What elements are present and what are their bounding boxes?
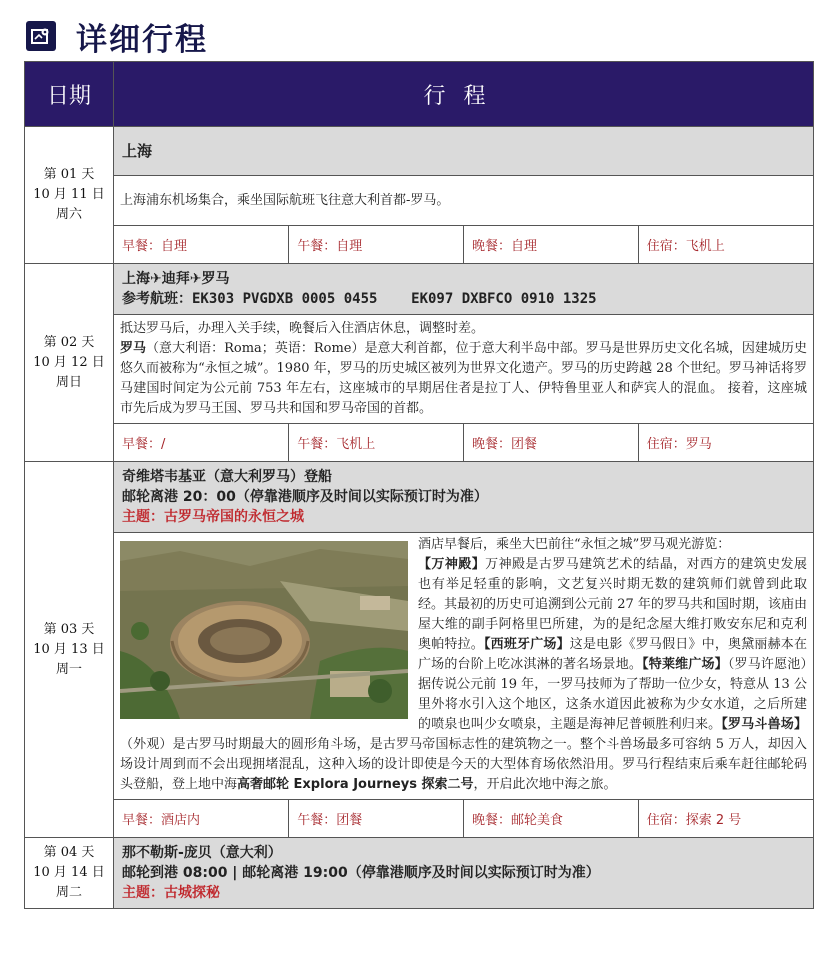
day-row: [25, 127, 814, 264]
lodging: 住宿：探索 2 号: [638, 800, 813, 837]
lunch: 午餐：团餐: [289, 800, 464, 837]
day-title: 上海: [114, 127, 813, 176]
description-line: 抵达罗马后，办理入关手续，晚餐后入住酒店休息，调整时差。: [120, 321, 485, 336]
lodging: 住宿：飞机上: [638, 226, 813, 263]
description-text: ，开启此次地中海之旅。: [473, 777, 617, 792]
day-date: 10 月 13 日: [33, 641, 105, 657]
day-title-block: [114, 838, 813, 908]
table-header-row: [25, 62, 814, 127]
day-number: 第 04 天: [43, 845, 95, 860]
day-title: 上海✈迪拜✈罗马: [122, 271, 230, 287]
day-content: [114, 838, 814, 909]
day-content: [114, 264, 814, 462]
day-row: [25, 838, 814, 909]
meals-row: [114, 424, 813, 461]
day-subtitle: 邮轮到港 08:00 | 邮轮离港 19:00（停靠港顺序及时间以实际预订时为准）: [122, 865, 600, 881]
header-itinerary: 行程: [114, 62, 814, 127]
highlight-term: 罗马: [120, 341, 147, 356]
day-number: 第 02 天: [43, 334, 95, 350]
day-weekday: 周一: [55, 661, 82, 677]
day-weekday: 周六: [55, 207, 82, 222]
description-text: 这是电影《罗马假日》中，奥黛丽赫本在广场的台阶上吃冰淇淋的著名场景地。: [418, 637, 807, 672]
header-date: 日期: [25, 62, 114, 127]
description-text: （意大利语：Roma；英语：Rome）是意大利首都，位于意大利半岛中部。罗马是世界历史文化名城，因建城历史悠久而被称为“永恒之城”。1980 年，罗马的历史城区被列为世界文化遗产。罗马的历史跨越 28 个世纪。罗马神话将罗马建国时间定为公元前 753 年左右，这座城市的早期居住者是拉丁人、伊特鲁里亚人和萨宾人的混血。 接着，这座城市先后成为罗马王国、罗马共和国和罗马帝国的首都。: [120, 341, 807, 416]
meals-row: [114, 800, 813, 837]
dinner: 晚餐：邮轮美食: [464, 800, 639, 837]
attraction-spanish-steps: 【西班牙广场】: [483, 637, 570, 652]
day-weekday: 周二: [55, 885, 82, 900]
day-title: 那不勒斯-庞贝（意大利）: [122, 845, 282, 861]
lunch: 午餐：自理: [289, 226, 464, 263]
day-content: [114, 127, 814, 264]
day-date: 10 月 11 日: [33, 187, 105, 202]
lodging: 住宿：罗马: [638, 424, 813, 461]
itinerary-table: [24, 61, 814, 909]
day-description: 上海浦东机场集合，乘坐国际航班飞往意大利首都-罗马。: [114, 176, 813, 226]
day-subtitle: 邮轮离港 20：00（停靠港顺序及时间以实际预订时为准）: [122, 489, 488, 505]
description-text: 万神殿是古罗马建筑艺术的结晶，对西方的建筑史发展也有举足轻重的影响，文艺复兴时期无数的建筑师们就曾到此取经。其最初的历史可追溯到公元前 27 年的罗马共和国时期，该庙由屋大维的副手阿格里巴所建，为的是纪念屋大维打败安东尼和克利奥帕特拉。: [418, 557, 807, 652]
day-theme: 主题：古罗马帝国的永恒之城: [122, 509, 304, 525]
flight-info: 参考航班：EK303 PVGDXB 0005 0455 EK097 DXBFCO 0910 1325: [122, 291, 597, 307]
lunch: 午餐：飞机上: [289, 424, 464, 461]
map-icon: [26, 21, 56, 51]
day-description: [114, 315, 813, 424]
day-date: 10 月 14 日: [33, 865, 105, 880]
breakfast: 早餐：/: [122, 437, 166, 452]
day-date-cell: [25, 264, 114, 462]
cruise-ship-name: 高奢邮轮 Explora Journeys 探索二号: [237, 777, 474, 792]
description-text: （外观）是古罗马时期最大的圆形角斗场，是古罗马帝国标志性的建筑物之一。整个斗兽场最多可容纳 5 万人，却因入场设计周到而不会出现拥堵混乱，这种入场的设计即使是今天的大型体育场依然沿用。罗马行程结束后乘车赶往邮轮码头登船，登上地中海: [120, 737, 807, 792]
day-theme: 主题：古城探秘: [122, 885, 220, 901]
colosseum-photo: [120, 541, 408, 719]
day-title: 奇维塔韦基亚（意大利罗马）登船: [122, 469, 332, 485]
breakfast: 早餐：自理: [122, 239, 188, 254]
page-header: [26, 14, 208, 58]
attraction-trevi: 【特莱维广场】: [642, 657, 728, 672]
day-title-block: [114, 462, 813, 533]
day-row: [25, 462, 814, 838]
description-paragraph: [120, 339, 807, 419]
breakfast: 早餐：酒店内: [122, 813, 201, 828]
day-date: 10 月 12 日: [33, 354, 105, 370]
description-text: 酒店早餐后，乘坐大巴前往“永恒之城”罗马观光游览：: [418, 537, 731, 552]
day-title-block: [114, 264, 813, 315]
day-number: 第 01 天: [43, 167, 95, 182]
day-date-cell: [25, 127, 114, 264]
description-text: （罗马许愿池）据传说公元前 19 年，一罗马技师为了帮助一位少女，特意从 13 公里外将水引入这个地区，这条水道因此被称为少女水道，之后所建的喷泉也叫少女喷泉，主题是海神尼普顿胜利归来。: [418, 657, 807, 732]
meals-row: [114, 226, 813, 263]
page-title: 详细行程: [76, 21, 208, 58]
day-date-cell: [25, 462, 114, 838]
attraction-colosseum: 【罗马斗兽场】: [721, 717, 807, 732]
dinner: 晚餐：自理: [464, 226, 639, 263]
day-content: [114, 462, 814, 838]
day-date-cell: [25, 838, 114, 909]
day-number: 第 03 天: [43, 621, 95, 637]
day-description: [114, 533, 813, 800]
attraction-pantheon: 【万神殿】: [418, 557, 486, 572]
day-weekday: 周日: [55, 374, 82, 390]
dinner: 晚餐：团餐: [464, 424, 639, 461]
day-row: [25, 264, 814, 462]
